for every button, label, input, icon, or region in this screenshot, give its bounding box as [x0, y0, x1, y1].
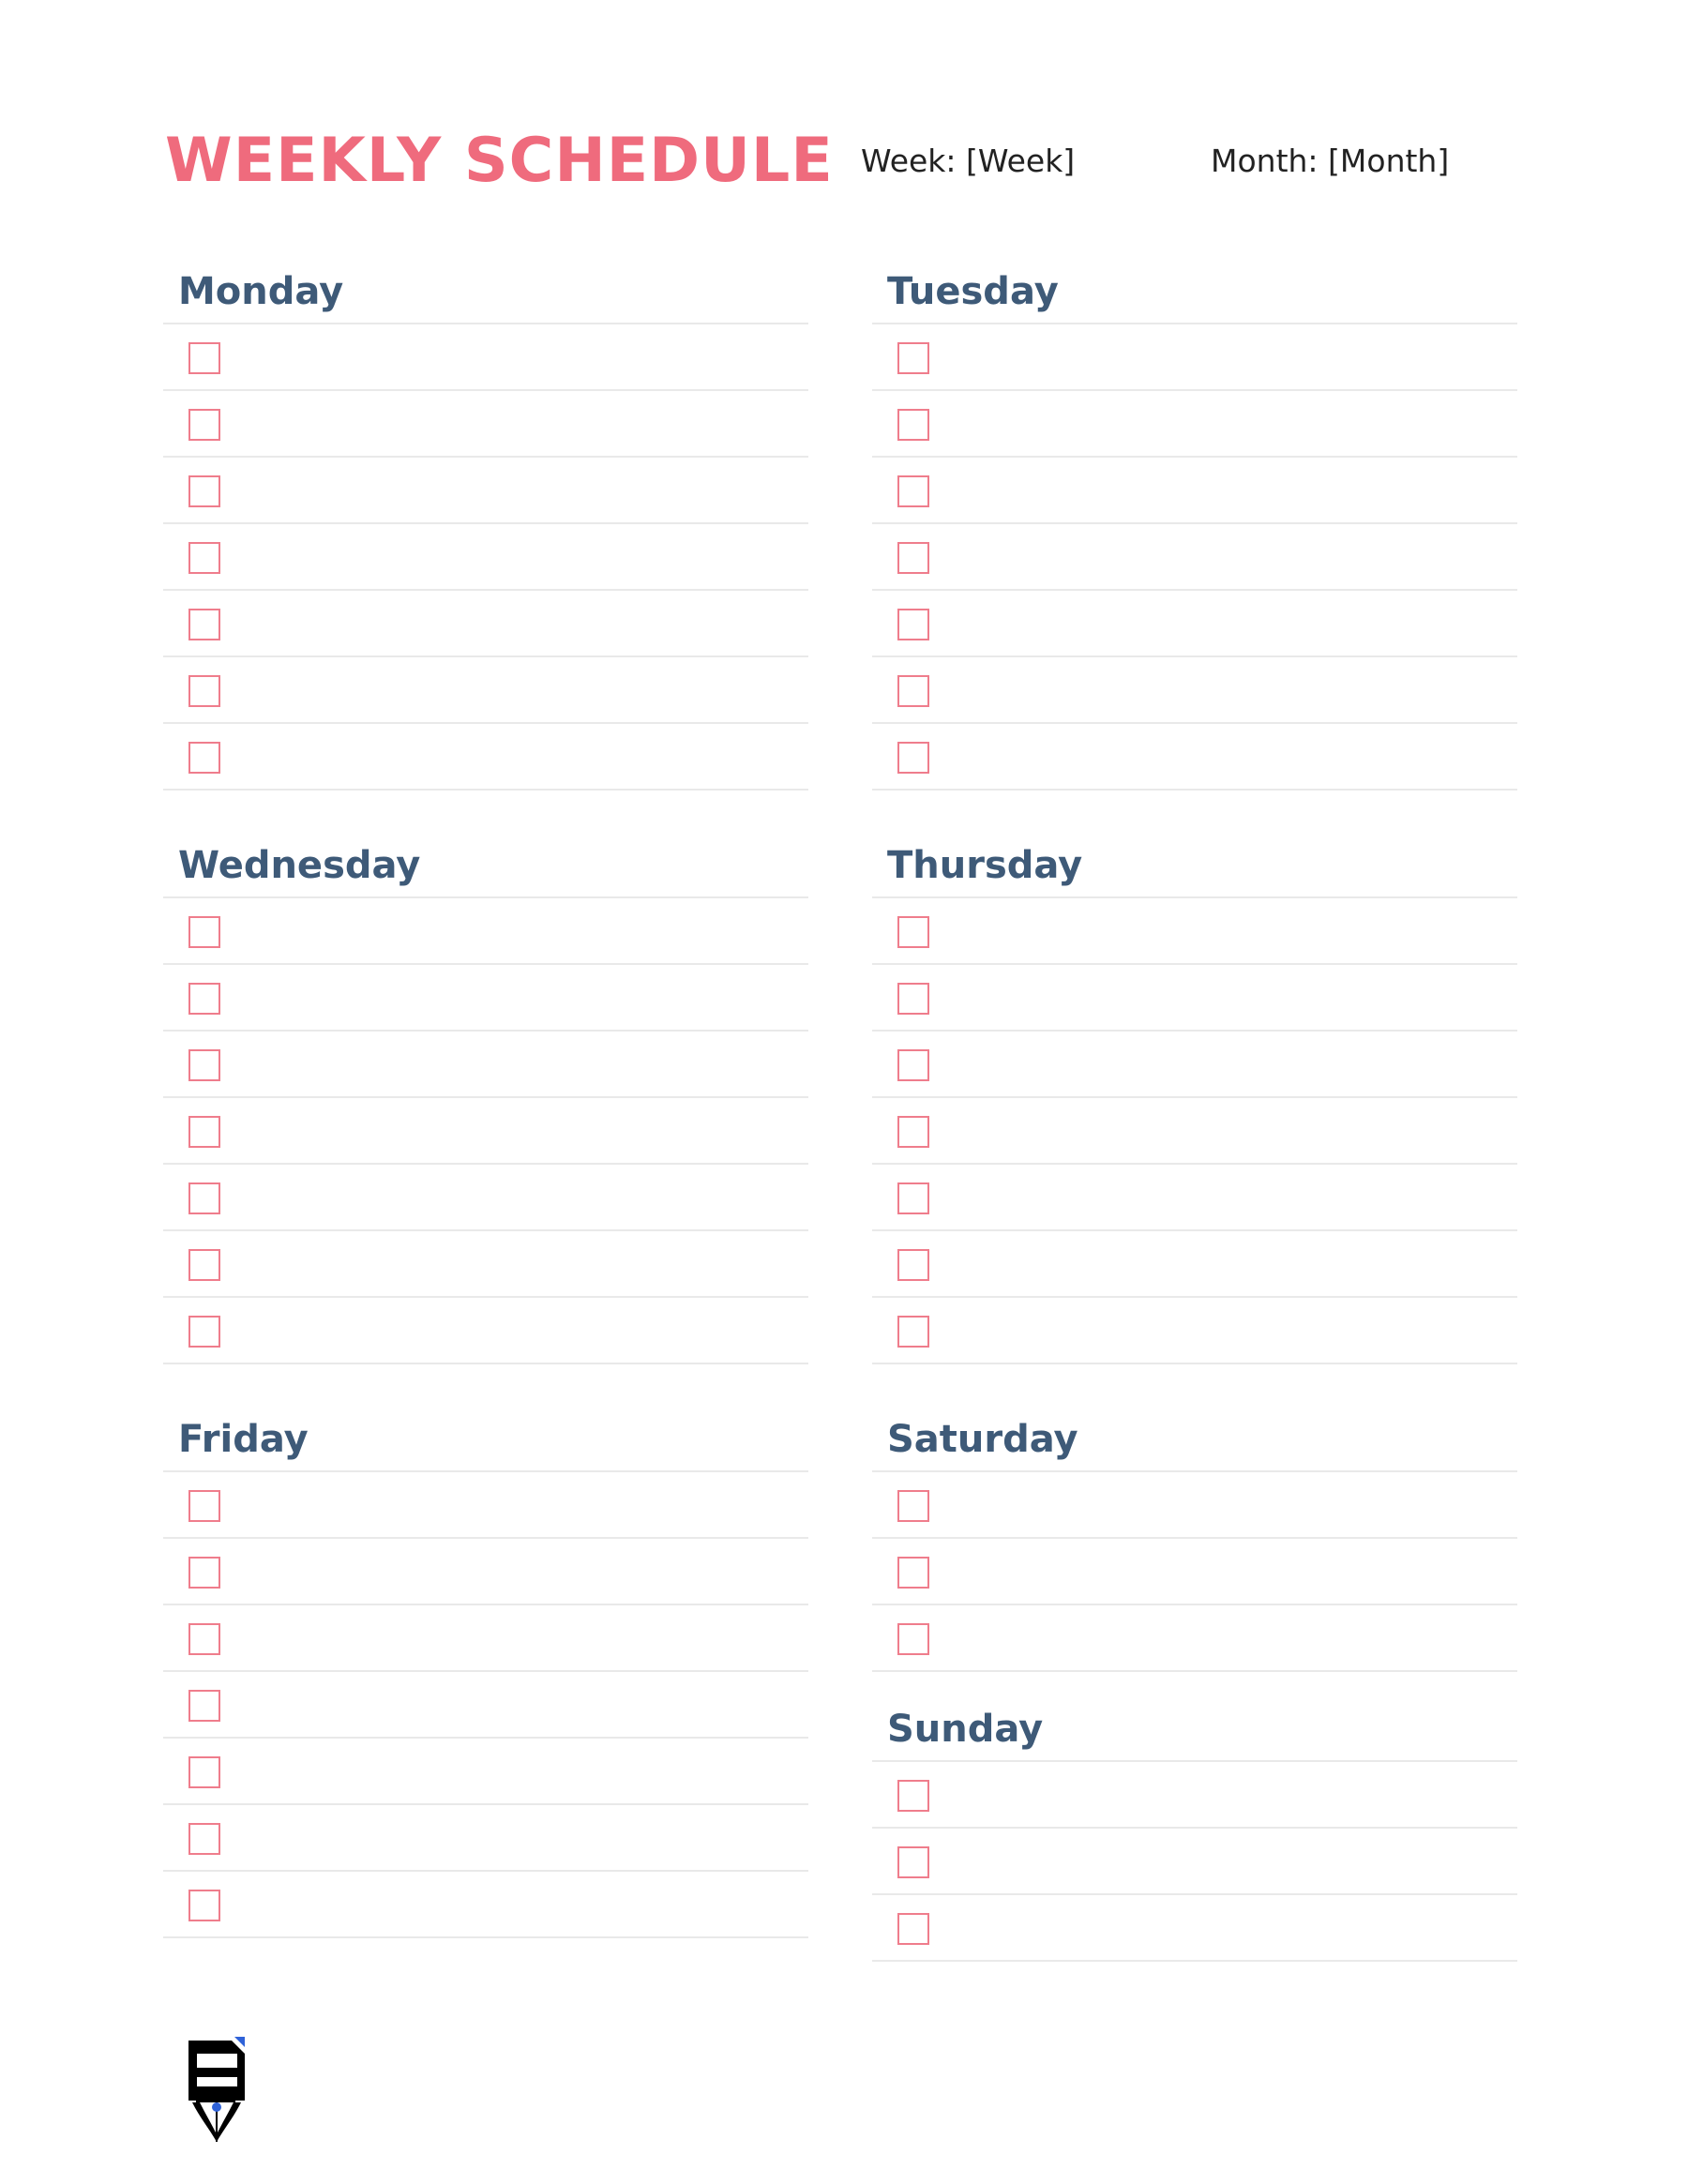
task-row-friday[interactable] — [163, 1672, 808, 1739]
task-row-tuesday[interactable] — [872, 724, 1517, 791]
task-row-wednesday[interactable] — [163, 898, 808, 965]
pen-nib-document-icon — [187, 2037, 250, 2144]
task-row-saturday[interactable] — [872, 1605, 1517, 1672]
task-checkbox[interactable] — [897, 1249, 929, 1281]
day-section-wednesday — [163, 833, 808, 1364]
task-checkbox[interactable] — [188, 409, 220, 441]
task-checkbox[interactable] — [897, 675, 929, 707]
page-title: WEEKLY SCHEDULE — [165, 126, 834, 196]
task-checkbox[interactable] — [188, 1182, 220, 1214]
task-row-tuesday[interactable] — [872, 391, 1517, 458]
task-row-monday[interactable] — [163, 724, 808, 791]
day-section-monday — [163, 259, 808, 791]
task-row-wednesday[interactable] — [163, 1165, 808, 1231]
task-checkbox[interactable] — [188, 983, 220, 1015]
task-row-friday[interactable] — [163, 1472, 808, 1539]
task-checkbox[interactable] — [188, 675, 220, 707]
task-checkbox[interactable] — [897, 916, 929, 948]
task-row-thursday[interactable] — [872, 1032, 1517, 1098]
day-section-tuesday — [872, 259, 1517, 791]
task-checkbox[interactable] — [897, 1780, 929, 1812]
task-row-wednesday[interactable] — [163, 1032, 808, 1098]
task-checkbox[interactable] — [188, 609, 220, 640]
task-list-friday — [163, 1472, 808, 1938]
task-checkbox[interactable] — [897, 609, 929, 640]
task-row-sunday[interactable] — [872, 1829, 1517, 1895]
month-field[interactable]: Month: [Month] — [1211, 143, 1450, 179]
day-heading-sunday: Sunday — [872, 1696, 1517, 1762]
task-checkbox[interactable] — [897, 1623, 929, 1655]
task-checkbox[interactable] — [897, 742, 929, 774]
task-row-tuesday[interactable] — [872, 324, 1517, 391]
task-checkbox[interactable] — [897, 409, 929, 441]
task-row-friday[interactable] — [163, 1739, 808, 1805]
task-checkbox[interactable] — [897, 342, 929, 374]
day-heading-tuesday: Tuesday — [872, 259, 1517, 324]
task-row-monday[interactable] — [163, 524, 808, 591]
task-list-thursday — [872, 898, 1517, 1364]
task-list-monday — [163, 324, 808, 791]
task-checkbox[interactable] — [188, 1756, 220, 1788]
task-row-friday[interactable] — [163, 1872, 808, 1938]
task-checkbox[interactable] — [188, 1316, 220, 1348]
day-heading-thursday: Thursday — [872, 833, 1517, 898]
day-section-thursday — [872, 833, 1517, 1364]
task-checkbox[interactable] — [188, 1890, 220, 1921]
task-checkbox[interactable] — [188, 916, 220, 948]
task-row-thursday[interactable] — [872, 1298, 1517, 1364]
task-row-wednesday[interactable] — [163, 1231, 808, 1298]
task-row-monday[interactable] — [163, 458, 808, 524]
task-checkbox[interactable] — [188, 742, 220, 774]
task-row-monday[interactable] — [163, 657, 808, 724]
task-row-friday[interactable] — [163, 1805, 808, 1872]
task-row-tuesday[interactable] — [872, 591, 1517, 657]
task-row-tuesday[interactable] — [872, 458, 1517, 524]
task-checkbox[interactable] — [897, 475, 929, 507]
day-heading-wednesday: Wednesday — [163, 833, 808, 898]
task-checkbox[interactable] — [897, 1316, 929, 1348]
day-section-friday — [163, 1407, 808, 1938]
task-checkbox[interactable] — [897, 1846, 929, 1878]
day-section-sunday — [872, 1696, 1517, 1962]
task-row-wednesday[interactable] — [163, 1098, 808, 1165]
day-heading-monday: Monday — [163, 259, 808, 324]
task-row-monday[interactable] — [163, 324, 808, 391]
task-checkbox[interactable] — [188, 1490, 220, 1522]
task-row-sunday[interactable] — [872, 1762, 1517, 1829]
task-row-wednesday[interactable] — [163, 965, 808, 1032]
task-checkbox[interactable] — [897, 983, 929, 1015]
task-checkbox[interactable] — [188, 1557, 220, 1589]
day-heading-saturday: Saturday — [872, 1407, 1517, 1472]
task-checkbox[interactable] — [188, 1823, 220, 1855]
task-checkbox[interactable] — [188, 1623, 220, 1655]
task-checkbox[interactable] — [897, 1182, 929, 1214]
task-row-tuesday[interactable] — [872, 524, 1517, 591]
task-checkbox[interactable] — [188, 1049, 220, 1081]
task-checkbox[interactable] — [897, 1116, 929, 1148]
task-row-saturday[interactable] — [872, 1539, 1517, 1605]
task-checkbox[interactable] — [188, 1116, 220, 1148]
task-row-friday[interactable] — [163, 1605, 808, 1672]
task-row-thursday[interactable] — [872, 1231, 1517, 1298]
task-checkbox[interactable] — [188, 1249, 220, 1281]
week-field[interactable]: Week: [Week] — [861, 143, 1076, 179]
task-list-tuesday — [872, 324, 1517, 791]
task-row-thursday[interactable] — [872, 898, 1517, 965]
task-row-wednesday[interactable] — [163, 1298, 808, 1364]
task-checkbox[interactable] — [188, 542, 220, 574]
task-list-wednesday — [163, 898, 808, 1364]
task-checkbox[interactable] — [188, 475, 220, 507]
task-list-sunday — [872, 1762, 1517, 1962]
task-checkbox[interactable] — [897, 1490, 929, 1522]
task-checkbox[interactable] — [897, 1557, 929, 1589]
task-checkbox[interactable] — [188, 342, 220, 374]
task-list-saturday — [872, 1472, 1517, 1672]
task-checkbox[interactable] — [188, 1690, 220, 1722]
task-row-monday[interactable] — [163, 591, 808, 657]
task-row-sunday[interactable] — [872, 1895, 1517, 1962]
task-checkbox[interactable] — [897, 542, 929, 574]
task-checkbox[interactable] — [897, 1913, 929, 1945]
task-row-thursday[interactable] — [872, 1165, 1517, 1231]
task-row-thursday[interactable] — [872, 965, 1517, 1032]
day-heading-friday: Friday — [163, 1407, 808, 1472]
task-row-tuesday[interactable] — [872, 657, 1517, 724]
task-row-saturday[interactable] — [872, 1472, 1517, 1539]
task-row-thursday[interactable] — [872, 1098, 1517, 1165]
day-section-saturday — [872, 1407, 1517, 1672]
task-row-friday[interactable] — [163, 1539, 808, 1605]
task-row-monday[interactable] — [163, 391, 808, 458]
task-checkbox[interactable] — [897, 1049, 929, 1081]
